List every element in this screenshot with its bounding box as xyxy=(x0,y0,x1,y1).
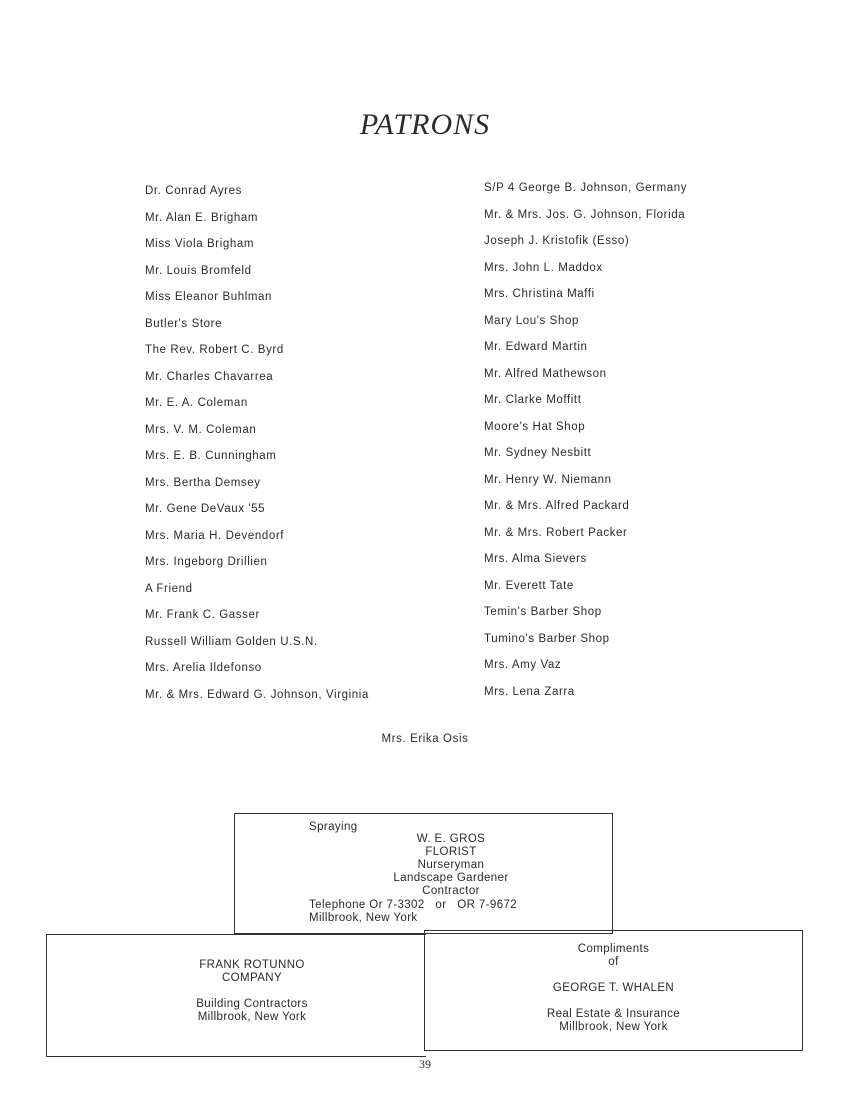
ad-rotunno-business: Building Contractors xyxy=(196,998,308,1010)
patron-name: Mrs. Lena Zarra xyxy=(484,685,575,698)
patron-name: Mr. Everett Tate xyxy=(484,579,574,592)
patron-name: Mrs. Ingeborg Drillien xyxy=(145,556,268,568)
ad-whalen-name: GEORGE T. WHALEN xyxy=(552,982,675,994)
patron-name: Mr. Clarke Moffitt xyxy=(484,394,582,406)
ad-gros-location: Millbrook, New York xyxy=(309,912,418,924)
patron-name: The Rev. Robert C. Byrd xyxy=(145,344,284,356)
ad-rotunno-location: Millbrook, New York xyxy=(197,1011,307,1023)
patron-name: Miss Eleanor Buhlman xyxy=(145,291,273,303)
page-title: PATRONS xyxy=(359,108,491,141)
ad-rotunno-company: COMPANY xyxy=(221,972,283,984)
ad-whalen-business: Real Estate & Insurance xyxy=(546,1008,681,1020)
patron-name: Mr. Louis Bromfeld xyxy=(145,264,252,277)
ad-rotunno xyxy=(46,934,426,1057)
center-patron: Mrs. Erika Osis xyxy=(381,733,469,745)
ad-gros-landscape: Landscape Gardener xyxy=(393,872,509,884)
ad-gros-name: W. E. GROS xyxy=(416,833,486,845)
patron-name: Mr. Henry W. Niemann xyxy=(484,473,612,486)
patron-name: Dr. Conrad Ayres xyxy=(145,185,242,197)
ad-gros xyxy=(234,813,613,934)
patron-name: Mrs. E. B. Cunningham xyxy=(145,450,277,462)
patron-name: Butler's Store xyxy=(145,317,223,330)
ad-gros-telephone: Telephone Or 7-3302 or OR 7-9672 xyxy=(309,899,518,911)
patron-name: Mr. Alfred Mathewson xyxy=(484,367,607,380)
ad-whalen-location: Millbrook, New York xyxy=(559,1021,668,1033)
page-number: 39 xyxy=(419,1057,431,1071)
ad-gros-spraying: Spraying xyxy=(309,821,358,833)
patron-name: Mrs. John L. Maddox xyxy=(484,261,603,274)
patron-name: Temin's Barber Shop xyxy=(484,606,602,618)
patron-name: Mrs. Arelia Ildefonso xyxy=(145,662,262,674)
patron-name: Mr. Gene DeVaux '55 xyxy=(145,503,266,515)
patron-name: Tumino's Barber Shop xyxy=(484,632,610,645)
patron-name: Mr. E. A. Coleman xyxy=(145,397,248,409)
patron-name: Russell William Golden U.S.N. xyxy=(145,635,318,648)
patron-name: Mr. Charles Chavarrea xyxy=(145,370,274,383)
patron-name: Miss Viola Brigham xyxy=(145,238,255,250)
patron-name: Mr. & Mrs. Robert Packer xyxy=(484,526,628,539)
patron-name: Mr. Sydney Nesbitt xyxy=(484,447,592,459)
patron-name: Mrs. V. M. Coleman xyxy=(145,423,257,436)
patron-name: Mr. & Mrs. Edward G. Johnson, Virginia xyxy=(145,688,369,701)
patron-name: Mr. & Mrs. Jos. G. Johnson, Florida xyxy=(484,208,686,221)
patron-name: Mr. Alan E. Brigham xyxy=(145,211,259,224)
ad-gros-contractor: Contractor xyxy=(422,885,480,897)
patron-name: Mary Lou's Shop xyxy=(484,314,579,327)
ad-rotunno-name: FRANK ROTUNNO xyxy=(199,959,305,971)
ad-whalen xyxy=(424,930,803,1051)
patron-name: Mr. Edward Martin xyxy=(484,341,588,353)
patron-name: Mrs. Bertha Demsey xyxy=(145,476,261,489)
patron-name: Moore's Hat Shop xyxy=(484,420,586,433)
patron-name: Mrs. Amy Vaz xyxy=(484,659,562,671)
ad-gros-nurseryman: Nurseryman xyxy=(417,859,485,871)
patron-name: Joseph J. Kristofik (Esso) xyxy=(484,235,630,247)
ad-whalen-of: of xyxy=(608,956,619,968)
patron-name: Mr. & Mrs. Alfred Packard xyxy=(484,500,630,512)
patrons-right-column xyxy=(484,179,687,709)
patron-name: Mrs. Alma Sievers xyxy=(484,553,587,565)
patrons-left-column xyxy=(145,182,369,712)
ad-gros-florist: FLORIST xyxy=(425,846,477,858)
patron-name: Mrs. Maria H. Devendorf xyxy=(145,529,285,542)
ad-whalen-compliments: Compliments xyxy=(577,943,650,955)
patron-name: A Friend xyxy=(145,582,193,595)
patron-name: Mrs. Christina Maffi xyxy=(484,288,595,300)
patron-name: Mr. Frank C. Gasser xyxy=(145,609,260,621)
patron-name: S/P 4 George B. Johnson, Germany xyxy=(484,182,688,194)
